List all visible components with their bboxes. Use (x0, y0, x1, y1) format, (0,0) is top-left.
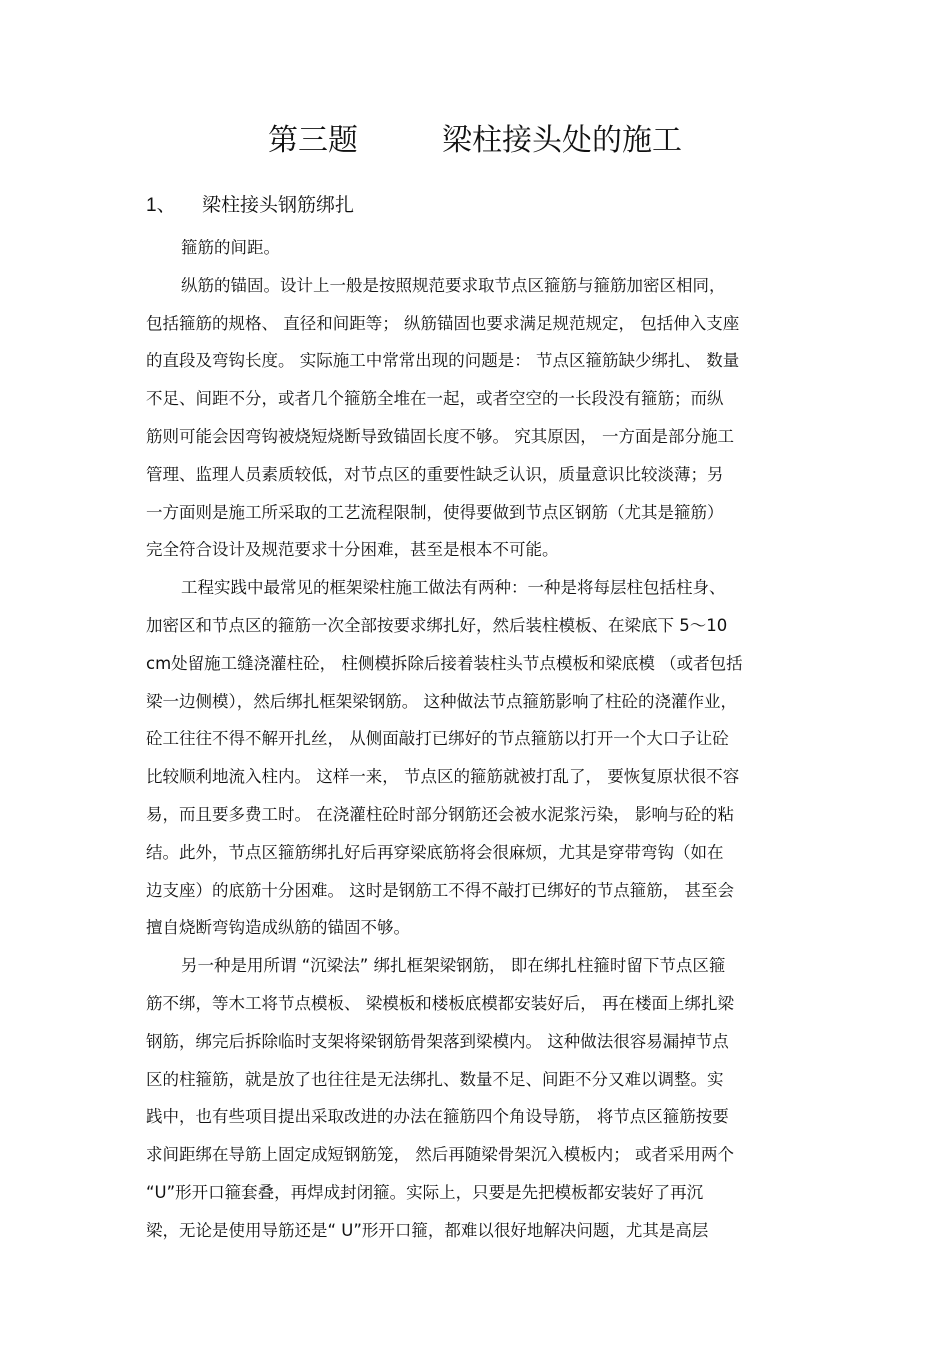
text-line: 砼工往往不得不解开扎丝， 从侧面敲打已绑好的节点箍筋以打开一个大口子让砼 (146, 729, 729, 749)
text-line: 践中，也有些项目提出采取改进的办法在箍筋四个角设导筋， 将节点区箍筋按要 (146, 1107, 729, 1127)
text-line: 边支座）的底筋十分困难。 这时是钢筋工不得不敲打已绑好的节点箍筋， 甚至会 (146, 880, 734, 900)
text-line: 的直段及弯钩长度。 实际施工中常常出现的问题是： 节点区箍筋缺少绑扎、 数量 (146, 351, 740, 371)
section-title: 梁柱接头钢筋绑扎 (202, 194, 355, 216)
section-number: 1、 (146, 195, 176, 216)
text-line: 加密区和节点区的箍筋一次全部按要求绑扎好，然后装柱模板、在梁底下 5～10 (146, 615, 728, 635)
text-line: 筋则可能会因弯钩被烧短烧断导致锚固长度不够。 究其原因， 一方面是部分施工 (146, 426, 734, 446)
text-line: 钢筋，绑完后拆除临时支架将梁钢筋骨架落到梁模内。 这种做法很容易漏掉节点 (146, 1031, 729, 1051)
title-part-1: 第三题 (268, 123, 358, 158)
text-line: 另一种是用所谓 “沉梁法” 绑扎框架梁钢筋， 即在绑扎柱箍时留下节点区箍 (181, 956, 726, 976)
body-text (146, 229, 808, 1250)
text-line: 比较顺利地流入柱内。 这样一来， 节点区的箍筋就被打乱了， 要恢复原状很不容 (146, 767, 740, 787)
text-line: 求间距绑在导筋上固定成短钢筋笼， 然后再随梁骨架沉入模板内； 或者采用两个 (146, 1145, 734, 1165)
title-part-2: 梁柱接头处的施工 (442, 123, 682, 158)
text-line: 梁一边侧模），然后绑扎框架梁钢筋。 这种做法节点箍筋影响了柱砼的浇灌作业， (146, 691, 737, 711)
text-line: 纵筋的锚固。设计上一般是按照规范要求取节点区箍筋与箍筋加密区相同， (181, 275, 726, 295)
text-line: 完全符合设计及规范要求十分困难，甚至是根本不可能。 (146, 540, 559, 560)
text-line: 筋不绑，等木工将节点模板、 梁模板和楼板底模都安装好后， 再在楼面上绑扎梁 (146, 993, 734, 1013)
text-line: cm处留施工缝浇灌柱砼， 柱侧模拆除后接着装柱头节点模板和梁底模 （或者包括 (146, 653, 743, 673)
text-line: 擅自烧断弯钩造成纵筋的锚固不够。 (146, 918, 410, 938)
page-title (0, 118, 950, 164)
text-line: 不足、间距不分，或者几个箍筋全堆在一起，或者空空的一长段没有箍筋；而纵 (146, 389, 724, 409)
text-line: 包括箍筋的规格、 直径和间距等； 纵筋锚固也要求满足规范规定， 包括伸入支座 (146, 313, 740, 333)
text-line: 管理、监理人员素质较低，对节点区的重要性缺乏认识，质量意识比较淡薄；另 (146, 464, 724, 484)
text-line: 结。此外，节点区箍筋绑扎好后再穿梁底筋将会很麻烦，尤其是穿带弯钩（如在 (146, 842, 724, 862)
text-line: 工程实践中最常见的框架梁柱施工做法有两种：一种是将每层柱包括柱身、 (181, 578, 726, 598)
text-line: 一方面则是施工所采取的工艺流程限制，使得要做到节点区钢筋（尤其是箍筋） (146, 502, 724, 522)
section-heading (146, 190, 354, 221)
text-line: 箍筋的间距。 (181, 238, 280, 257)
text-line: 梁，无论是使用导筋还是“ U”形开口箍，都难以很好地解决问题，尤其是高层 (146, 1220, 709, 1240)
text-line: “U”形开口箍套叠，再焊成封闭箍。实际上，只要是先把模板都安装好了再沉 (146, 1182, 704, 1202)
text-line: 易，而且要多费工时。 在浇灌柱砼时部分钢筋还会被水泥浆污染， 影响与砼的粘 (146, 804, 734, 824)
text-line: 区的柱箍筋，就是放了也往往是无法绑扎、数量不足、间距不分又难以调整。实 (146, 1069, 724, 1089)
